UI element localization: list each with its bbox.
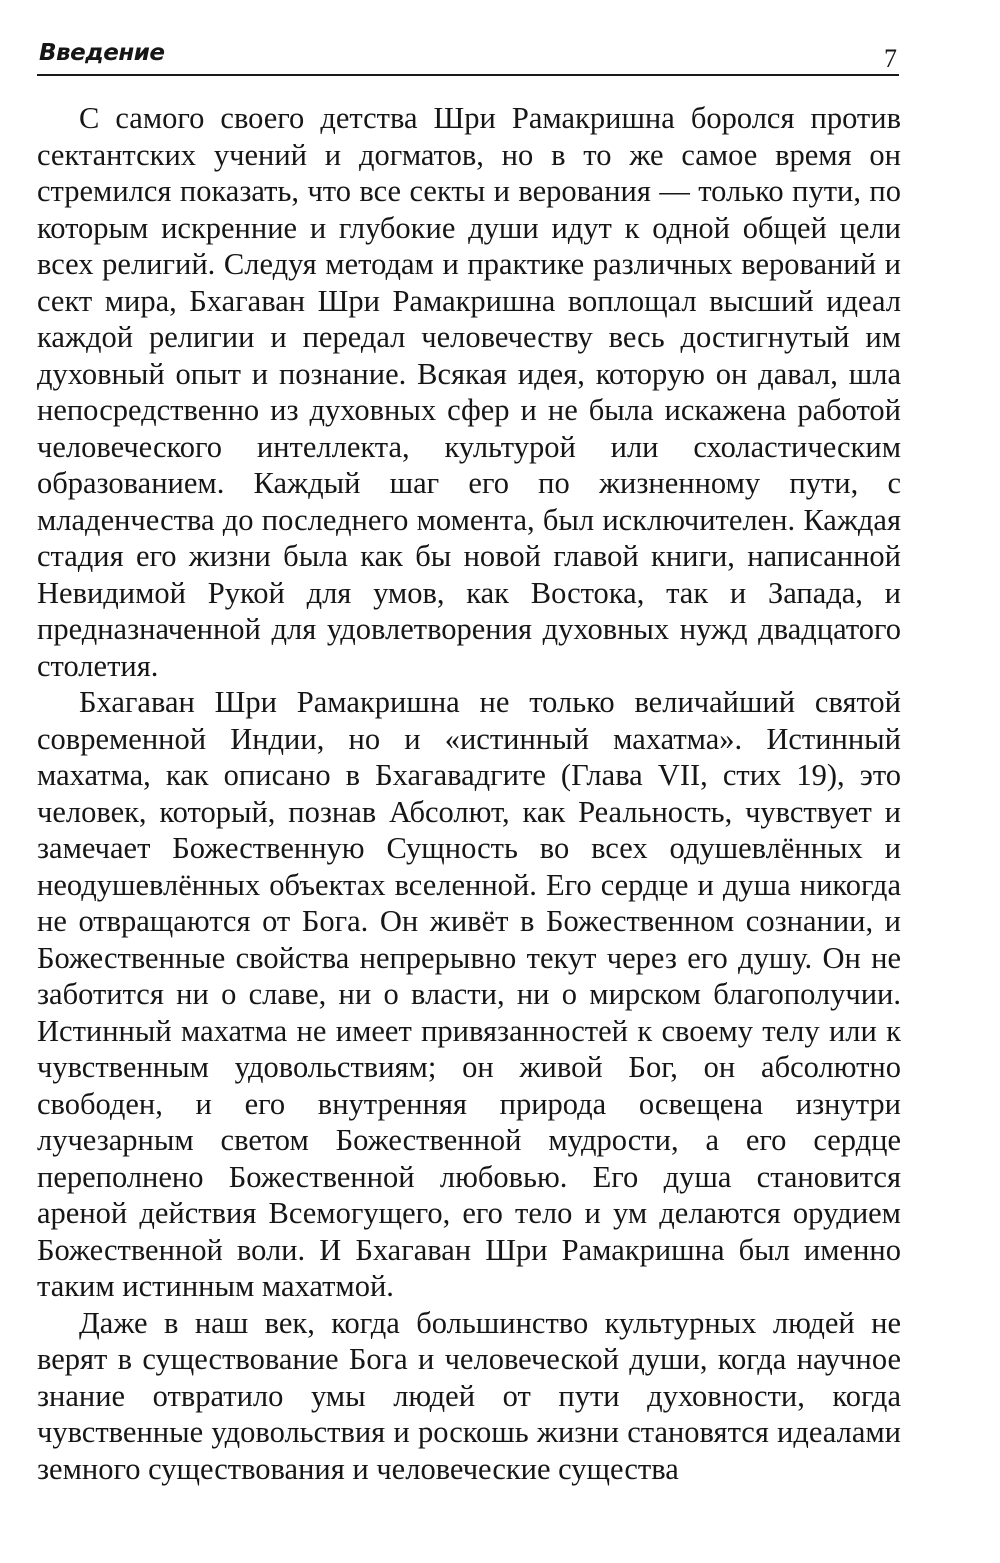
body-text [37, 100, 901, 1487]
paragraph-3: Даже в наш век, когда большинство культурных людей не верят в существование Бога и человеческой души, когда научное знание отвратило умы людей от пути духовности, когда чувственные удовольствия и роскошь жизни становятся идеалами земного существования и человеческие существа [37, 1305, 901, 1486]
chapter-title: Введение [39, 40, 165, 66]
paragraph-1: С самого своего детства Шри Рамакришна боролся против сектантских учений и догматов, но в то же самое время он стремился показать, что все секты и верования — только пути, по которым искренние и глубокие души идут к одной общей цели всех религий. Следуя методам и практике различных верований и сект мира, Бхагаван Шри Рамакришна воплощал высший идеал каждой религии и передал человечеству весь достигнутый им духовный опыт и познание. Всякая идея, которую он давал, шла непосредственно из духовных сфер и не была искажена работой человеческого интеллекта, культурой или схоластическим образованием. Каждый шаг его по жизненному пути, с младенчества до последнего момента, был исключителен. Каждая стадия его жизни была как бы новой главой книги, написанной Невидимой Рукой для умов, как Востока, так и Запада, и предназначенной для удовлетворения духовных нужд двадцатого столетия. [37, 101, 901, 683]
running-header [37, 38, 899, 76]
paragraph-2: Бхагаван Шри Рамакришна не только величайший святой современной Индии, но и «истинный махатма». Истинный махатма, как описано в Бхагавадгите (Глава VII, стих 19), это человек, который, познав Абсолют, как Реальность, чувствует и замечает Божественную Сущность во всех одушевлённых и неодушевлённых объектах вселенной. Его сердце и душа никогда не отвращаются от Бога. Он живёт в Божественном сознании, и Божественные свойства непрерывно текут через его душу. Он не заботится ни о славе, ни о власти, ни о мирском благополучии. Истинный махатма не имеет привязанностей к своему телу или к чувственным удовольствиям; он живой Бог, он абсолютно свободен, и его внутренняя природа освещена изнутри лучезарным светом Божественной мудрости, а его сердце переполнено Божественной любовью. Его душа становится ареной действия Всемогущего, его тело и ум делаются орудием Божественной воли. И Бхагаван Шри Рамакришна был именно таким истинным махатмой. [37, 685, 901, 1303]
page-number: 7 [884, 44, 897, 73]
